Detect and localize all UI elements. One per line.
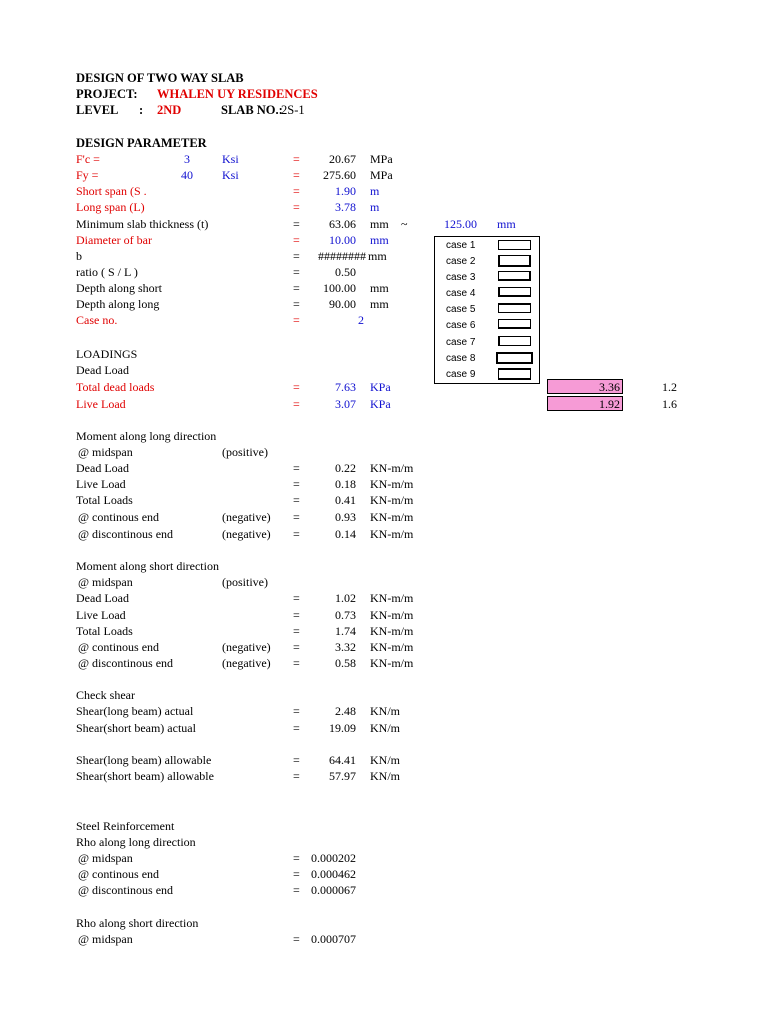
ml-live-eq: =: [293, 477, 300, 491]
ml-total-label: Total Loads: [76, 493, 133, 507]
long-span-label: Long span (L): [76, 200, 145, 214]
dead-load-factor: 1.2: [662, 380, 677, 394]
shear-short-allow-eq: =: [293, 769, 300, 783]
fy-input: 40: [181, 168, 193, 182]
total-dead-unit: KPa: [370, 380, 391, 394]
positive-label: (positive): [222, 575, 268, 589]
fc-eq: =: [293, 152, 300, 166]
moment-long-heading: Moment along long direction: [76, 429, 217, 443]
ms-cont-unit: KN-m/m: [370, 640, 414, 654]
ml-live-label: Live Load: [76, 477, 126, 491]
case-label: case 9: [446, 369, 476, 380]
fc-unit: MPa: [370, 152, 393, 166]
short-span-value: 1.90: [335, 184, 356, 198]
b-unit: mm: [368, 249, 387, 263]
case-label: case 6: [446, 320, 476, 331]
fy-input-unit: Ksi: [222, 168, 239, 182]
ml-discont-unit: KN-m/m: [370, 527, 414, 541]
long-span-eq: =: [293, 200, 300, 214]
diameter-unit: mm: [370, 233, 389, 247]
short-span-label: Short span (S .: [76, 184, 147, 198]
shear-short-actual-label: Shear(short beam) actual: [76, 721, 196, 735]
rho-long-midspan-value: 0.000202: [311, 851, 356, 865]
case-no-value: 2: [358, 313, 364, 327]
fc-label: F'c =: [76, 152, 100, 166]
rho-long-midspan-eq: =: [293, 851, 300, 865]
rho-short-midspan-value: 0.000707: [311, 932, 356, 946]
check-shear-heading: Check shear: [76, 688, 135, 702]
ml-cont-unit: KN-m/m: [370, 510, 414, 524]
ml-discont-label: @ discontinous end: [78, 527, 174, 541]
slab-case-3-icon: [498, 271, 531, 281]
ml-cont-sign: (negative): [222, 510, 271, 524]
slab-case-9-icon: [498, 368, 531, 380]
depth-short-label: Depth along short: [76, 281, 162, 295]
live-load-label: Live Load: [76, 397, 126, 411]
rho-long-cont-eq: =: [293, 867, 300, 881]
rho-short-heading: Rho along short direction: [76, 916, 199, 930]
shear-long-allow-unit: KN/m: [370, 753, 400, 767]
ml-cont-label: @ continous end: [78, 510, 160, 524]
total-dead-value: 7.63: [335, 380, 356, 394]
ml-live-value: 0.18: [335, 477, 356, 491]
b-label: b: [76, 249, 82, 263]
depth-long-label: Depth along long: [76, 297, 160, 311]
depth-short-value: 100.00: [323, 281, 356, 295]
shear-long-actual-eq: =: [293, 704, 300, 718]
ratio-label: ratio ( S / L ): [76, 265, 138, 279]
short-span-unit: m: [370, 184, 380, 198]
min-thickness-value: 63.06: [329, 217, 356, 231]
b-value: ########: [318, 249, 366, 263]
ms-discont-unit: KN-m/m: [370, 656, 414, 670]
ml-total-eq: =: [293, 493, 300, 507]
ms-live-label: Live Load: [76, 608, 126, 622]
long-span-value: 3.78: [335, 200, 356, 214]
ms-cont-value: 3.32: [335, 640, 356, 654]
rho-long-discont-eq: =: [293, 883, 300, 897]
slab-case-7-icon: [498, 336, 531, 346]
loadings-heading: LOADINGS: [76, 347, 138, 361]
project-label: PROJECT:: [76, 87, 138, 101]
ms-dead-value: 1.02: [335, 591, 356, 605]
diameter-eq: =: [293, 233, 300, 247]
rho-long-cont-value: 0.000462: [311, 867, 356, 881]
live-load-factor: 1.6: [662, 397, 677, 411]
tilde: ~: [401, 217, 408, 231]
ratio-value: 0.50: [335, 265, 356, 279]
fc-input-unit: Ksi: [222, 152, 239, 166]
ml-dead-label: Dead Load: [76, 461, 129, 475]
fc-value: 20.67: [329, 152, 356, 166]
ms-dead-label: Dead Load: [76, 591, 129, 605]
factored-dead-cell: 3.36: [547, 379, 623, 394]
fy-label: Fy =: [76, 168, 99, 182]
case-no-eq: =: [293, 313, 300, 327]
rho-long-discont-label: @ discontinous end: [78, 883, 174, 897]
ms-discont-value: 0.58: [335, 656, 356, 670]
live-load-value: 3.07: [335, 397, 356, 411]
ml-total-unit: KN-m/m: [370, 493, 414, 507]
ms-total-value: 1.74: [335, 624, 356, 638]
ml-dead-eq: =: [293, 461, 300, 475]
ml-discont-value: 0.14: [335, 527, 356, 541]
depth-long-unit: mm: [370, 297, 389, 311]
midspan-label: @ midspan: [78, 445, 133, 459]
rho-long-discont-value: 0.000067: [311, 883, 356, 897]
long-span-unit: m: [370, 200, 380, 214]
level-colon: :: [139, 103, 144, 117]
page-title: DESIGN OF TWO WAY SLAB: [76, 71, 244, 85]
ms-cont-sign: (negative): [222, 640, 271, 654]
steel-heading: Steel Reinforcement: [76, 819, 175, 833]
ml-total-value: 0.41: [335, 493, 356, 507]
min-thickness-label: Minimum slab thickness (t): [76, 217, 209, 231]
rho-long-heading: Rho along long direction: [76, 835, 196, 849]
slab-case-2-icon: [498, 255, 531, 267]
case-no-label: Case no.: [76, 313, 118, 327]
ms-live-unit: KN-m/m: [370, 608, 414, 622]
level-label: LEVEL: [76, 103, 119, 117]
shear-long-allow-value: 64.41: [329, 753, 356, 767]
slab-case-6-icon: [498, 319, 531, 329]
case-label: case 2: [446, 256, 476, 267]
rho-long-cont-label: @ continous end: [78, 867, 160, 881]
slab-label: SLAB NO.:: [221, 103, 283, 117]
project-name: WHALEN UY RESIDENCES: [157, 87, 318, 101]
fy-unit: MPa: [370, 168, 393, 182]
fy-value: 275.60: [323, 168, 356, 182]
shear-short-allow-label: Shear(short beam) allowable: [76, 769, 214, 783]
depth-long-eq: =: [293, 297, 300, 311]
shear-long-actual-value: 2.48: [335, 704, 356, 718]
ml-dead-value: 0.22: [335, 461, 356, 475]
ms-discont-label: @ discontinous end: [78, 656, 174, 670]
ml-dead-unit: KN-m/m: [370, 461, 414, 475]
level-value: 2ND: [157, 103, 182, 117]
dead-load-label: Dead Load: [76, 363, 129, 377]
shear-long-actual-unit: KN/m: [370, 704, 400, 718]
rho-long-midspan-label: @ midspan: [78, 851, 133, 865]
positive-label: (positive): [222, 445, 268, 459]
diameter-label: Diameter of bar: [76, 233, 152, 247]
ratio-eq: =: [293, 265, 300, 279]
depth-short-unit: mm: [370, 281, 389, 295]
min-thickness-unit2: mm: [497, 217, 516, 231]
ml-discont-sign: (negative): [222, 527, 271, 541]
ms-total-label: Total Loads: [76, 624, 133, 638]
ml-cont-eq: =: [293, 510, 300, 524]
total-dead-label: Total dead loads: [76, 380, 155, 394]
shear-long-actual-label: Shear(long beam) actual: [76, 704, 194, 718]
ms-live-value: 0.73: [335, 608, 356, 622]
depth-long-value: 90.00: [329, 297, 356, 311]
ml-cont-value: 0.93: [335, 510, 356, 524]
live-load-eq: =: [293, 397, 300, 411]
slab-case-8-icon: [496, 352, 533, 364]
case-label: case 3: [446, 272, 476, 283]
ms-dead-eq: =: [293, 591, 300, 605]
ms-discont-eq: =: [293, 656, 300, 670]
shear-short-actual-value: 19.09: [329, 721, 356, 735]
short-span-eq: =: [293, 184, 300, 198]
ml-live-unit: KN-m/m: [370, 477, 414, 491]
slab-case-5-icon: [498, 303, 531, 313]
case-label: case 8: [446, 353, 476, 364]
slab-case-1-icon: [498, 240, 531, 250]
ms-cont-label: @ continous end: [78, 640, 160, 654]
case-label: case 1: [446, 240, 476, 251]
diameter-value: 10.00: [329, 233, 356, 247]
depth-short-eq: =: [293, 281, 300, 295]
shear-long-allow-eq: =: [293, 753, 300, 767]
b-eq: =: [293, 249, 300, 263]
ms-dead-unit: KN-m/m: [370, 591, 414, 605]
rho-short-midspan-eq: =: [293, 932, 300, 946]
moment-short-heading: Moment along short direction: [76, 559, 219, 573]
shear-short-allow-value: 57.97: [329, 769, 356, 783]
ms-discont-sign: (negative): [222, 656, 271, 670]
fc-input: 3: [184, 152, 190, 166]
total-dead-eq: =: [293, 380, 300, 394]
fy-eq: =: [293, 168, 300, 182]
ms-total-unit: KN-m/m: [370, 624, 414, 638]
min-thickness-unit: mm: [370, 217, 389, 231]
factored-live-cell: 1.92: [547, 396, 623, 411]
slab-value: 2S-1: [281, 103, 305, 117]
live-load-unit: KPa: [370, 397, 391, 411]
shear-short-actual-unit: KN/m: [370, 721, 400, 735]
case-label: case 4: [446, 288, 476, 299]
min-thickness-eq: =: [293, 217, 300, 231]
case-label: case 7: [446, 337, 476, 348]
slab-case-4-icon: [498, 287, 531, 297]
midspan-label: @ midspan: [78, 575, 133, 589]
ms-cont-eq: =: [293, 640, 300, 654]
ms-live-eq: =: [293, 608, 300, 622]
ms-total-eq: =: [293, 624, 300, 638]
rho-short-midspan-label: @ midspan: [78, 932, 133, 946]
design-parameter-heading: DESIGN PARAMETER: [76, 136, 207, 150]
shear-short-allow-unit: KN/m: [370, 769, 400, 783]
shear-short-actual-eq: =: [293, 721, 300, 735]
min-thickness-value2: 125.00: [444, 217, 477, 231]
shear-long-allow-label: Shear(long beam) allowable: [76, 753, 212, 767]
case-label: case 5: [446, 304, 476, 315]
ml-discont-eq: =: [293, 527, 300, 541]
